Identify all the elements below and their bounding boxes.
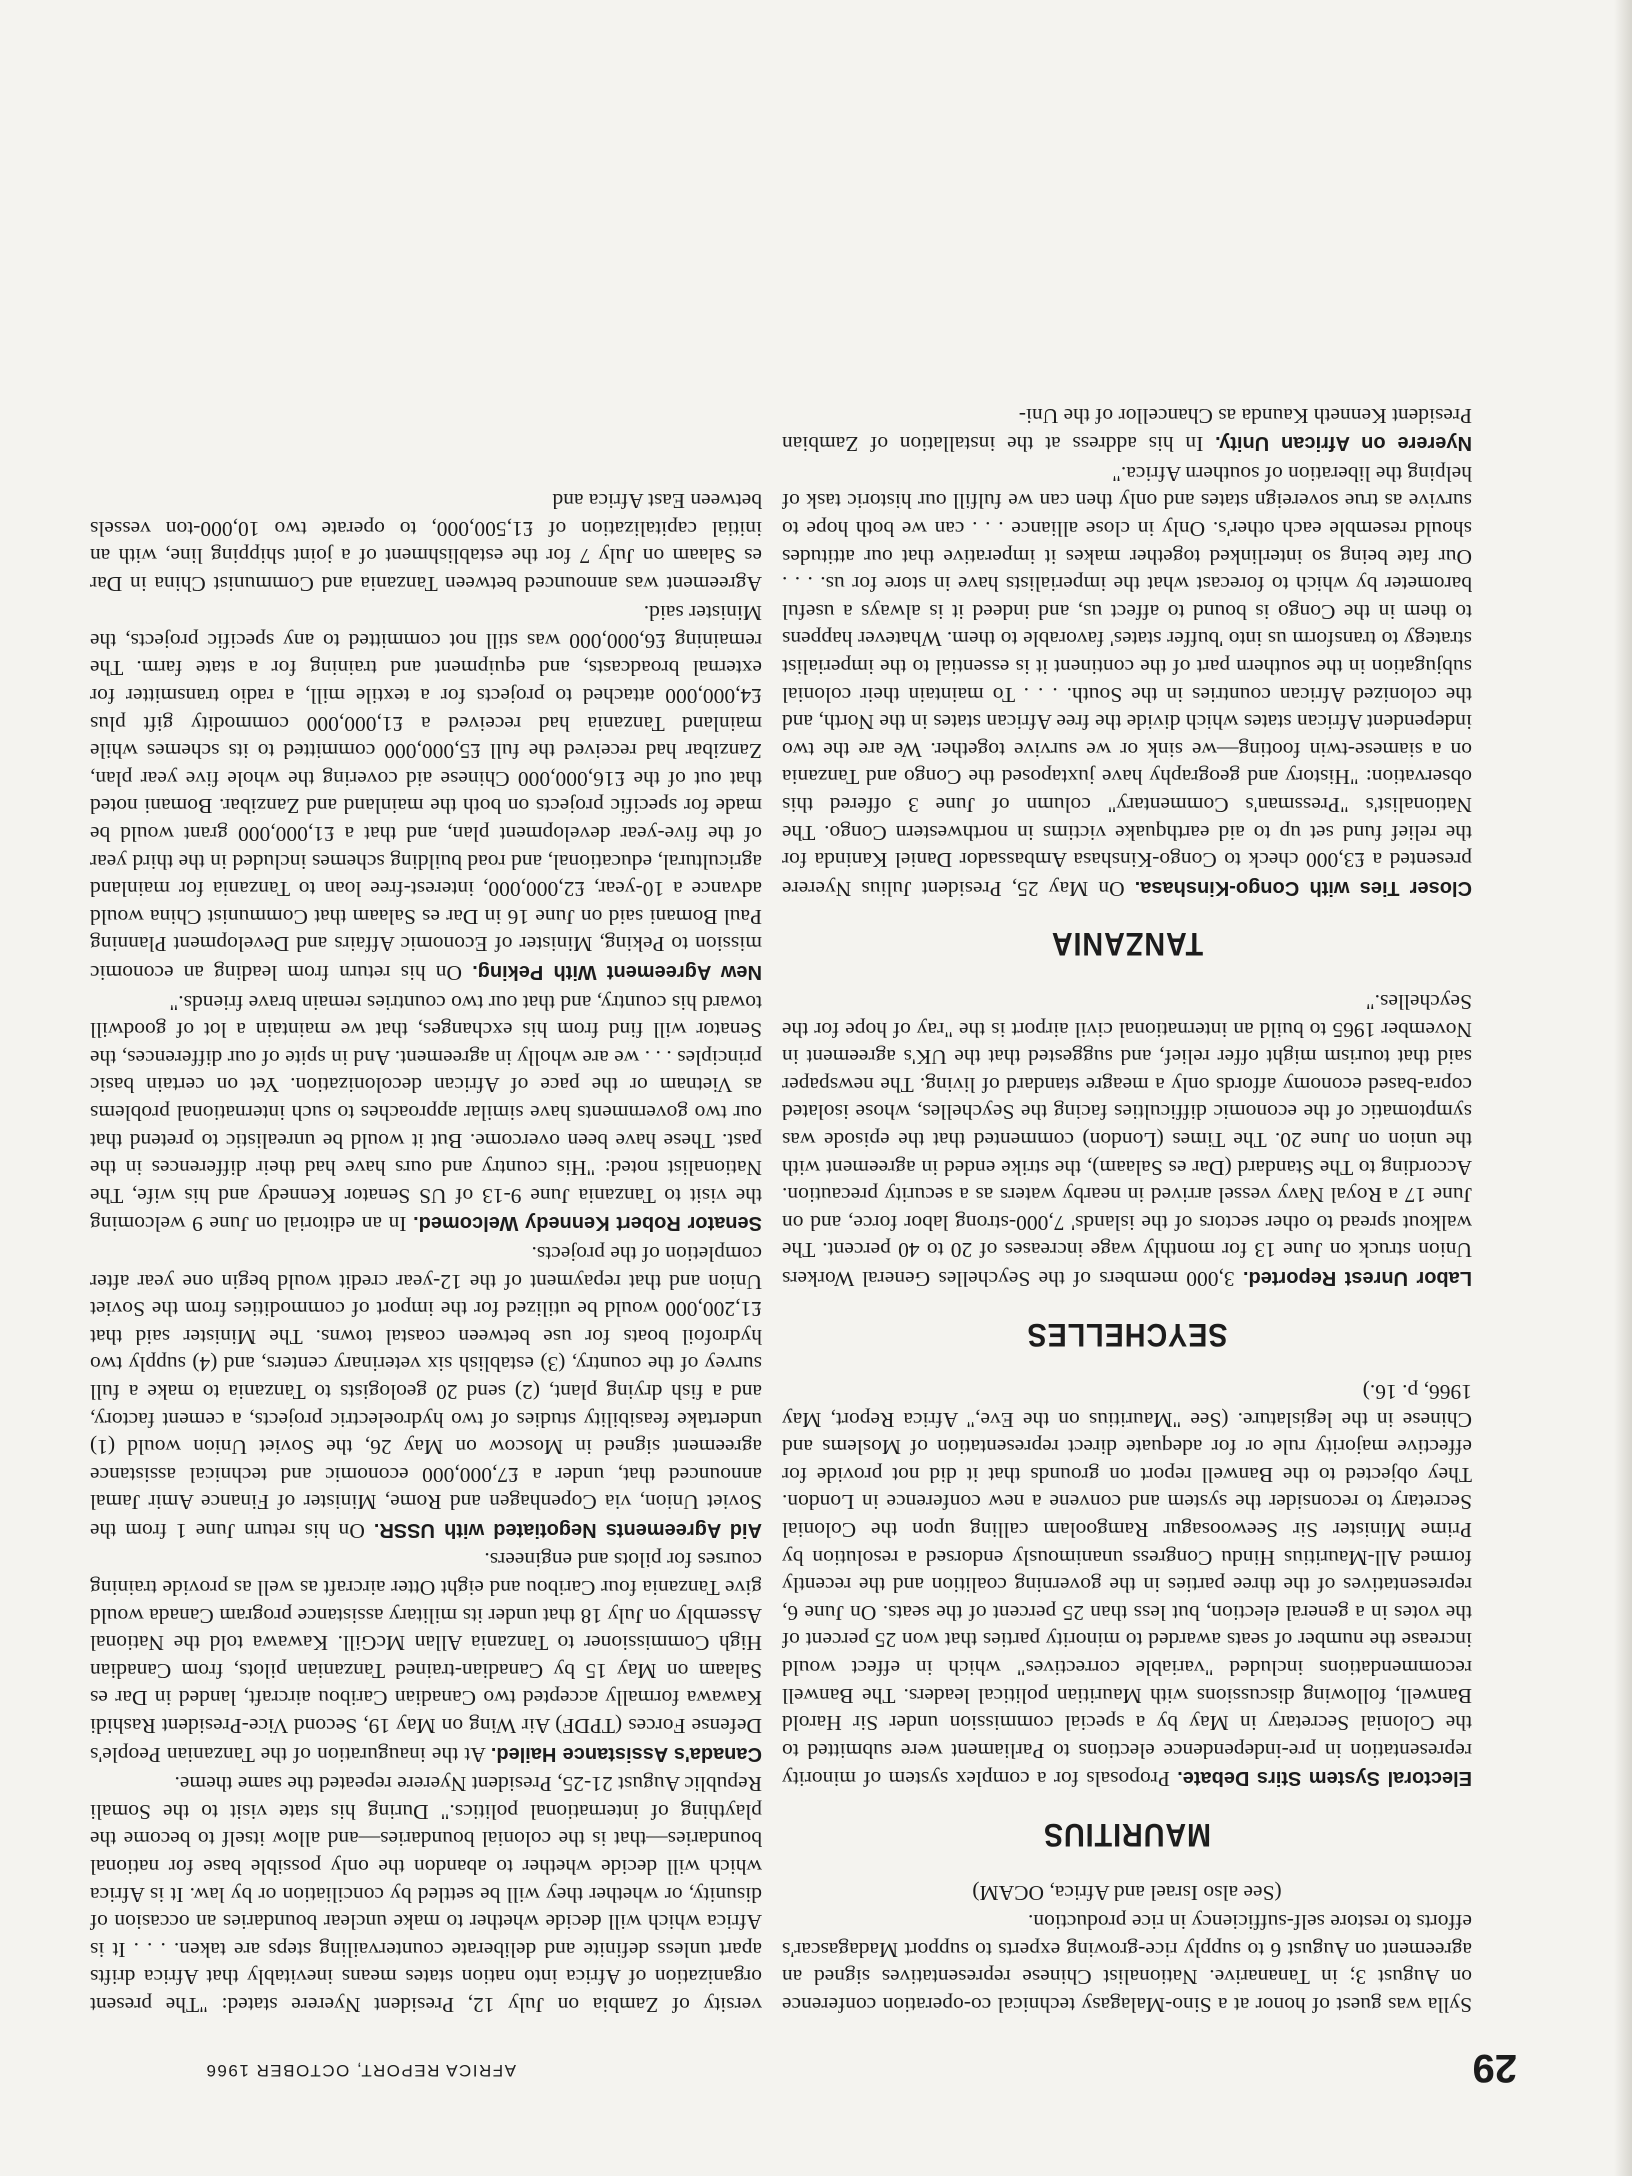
article-headline: Nyerere on African Unity. xyxy=(1215,432,1472,455)
see-also-note: (See also Israel and Africa, OCAM) xyxy=(972,1880,1282,1905)
article-body: On his return from leading an economic mission to Peking, Minister of Economic Affairs and Development Planning Paul Bomani said on June 16 in Dar es Salaam that Communist China would advance a 10-year, £2,000,000, interest-free loan to Tanzania for mainland agricultural, educational, and road building schemes included in the third year of the five-year development plan, and that a £1,000,000 grant would be made for specific projects on both the mainland and Zanzibar. Bomani noted that out of the £16,000,000 Chinese aid covering the whole five year plan, Zanzibar had received the full £5,000,000 committed to its schemes while mainland Tanzania had received a £1,000,000 commodity gift plus £4,000,000 attached to projects for a textile mill, a radio transmitter for external broadcasts, and equipment and training for a state farm. The remaining £6,000,000 was still not committed to any specific projects, the Minister said. xyxy=(89,601,762,986)
article-headline: Electoral System Stirs Debate. xyxy=(1177,1767,1472,1790)
article-body: On May 25, President Julius Nyerere presented a £3,000 check to Congo-Kinshasa Ambassador Daniel Kaninda for the relief fund set up to aid earthquake victims in northwestern Congo. The Nationalist's "Pressman's Commentary" column of June 3 offered this observation: "History and geography have juxtaposed the Congo and Tanzania on a siamese-twin footing—we sink or we survive together. We are the two independent African states which divide the free African states in the North, and the colonized African countries in the South. . . . To maintain their colonial subjugation in the southern part of the continent it is essential to the imperialist strategy to transform us into 'buffer states' favorable to them. Whatever happens to them in the Congo is bound to affect us, and indeed it is always a useful barometer by which to forecast what the imperialists have in store for us. . . . Our fate being so interlinked together makes it imperative that our attitudes should resemble each other's. Only in close alliance . . . can we both hope to survive as true sovereign states and only then can we fulfill our historic task of helping the liberation of southern Africa." xyxy=(782,461,1472,901)
article-labor-unrest xyxy=(782,987,1472,1292)
section-heading-mauritius: MAURITIUS xyxy=(1042,1817,1212,1854)
article-body: 3,000 members of the Seychelles General Workers Union struck on June 13 for monthly wage increases of 20 to 40 percent. The walkout spread to other sectors of the islands' 7,000-strong labor force, and on June 17 a Royal Navy vessel arrived in nearby waters as a security precaution. According to The Standard (Dar es Salaam), the strike ended in agreement with the union on June 20. The Times (London) commented that the episode was symptomatic of the economic difficulties facing the Seychelles, whose isolated copra-based economy affords only a meagre standard of living. The newspaper said that tourism might offer relief, and suggested that the UK's agreement in November 1965 to build an international civil airport is the "ray of hope for the Seychelles." xyxy=(781,990,1472,1291)
article-electoral-system xyxy=(782,1378,1472,1793)
article-headline: Labor Unrest Reported. xyxy=(1242,1266,1472,1289)
running-head: AFRICA REPORT, OCTOBER 1966 xyxy=(205,2061,517,2080)
madagascar-continuation: Sylla was guest of honor at a Sino-Malagasy technical co-operation conference on August 3; in Tananarive. Nationalist Chinese representatives signed an agreement on August 6 to supply rice-growing experts to support Madagascar's efforts to restore self-sufficiency in rice production. xyxy=(782,1910,1472,2017)
section-heading-seychelles: SEYCHELLES xyxy=(1026,1316,1228,1353)
article-body: In an editorial on June 9 welcoming the visit to Tanzania June 9-13 of US Senator Kennedy and his wife, The Nationalist noted: "His country and ours have had their differences in the past. These have been overcome. But it would be unrealistic to pretend that our two governments have similar approaches to such international problems as Vietnam or the pace of African decolonization. Yet on certain basic principles . . . we are wholly in agreement. And in spite of our differences, the Senator will find from his exchanges, that we maintain a lot of goodwill toward his country, and that our two countries remain brave friends." xyxy=(90,990,762,1237)
african-unity-continuation: versity of Zambia on July 12, President Nyerere stated: "The present organization of Africa into nation states means inevitably that Africa drifts apart unless definite and deliberate countervailing steps are taken. . . . It is Africa which will decide whether to make unclear boundaries an occasion of disunity, or whether they will be settled by conciliation or by law. It is Africa which will decide whether to abandon the only possible base for national boundaries—that is the colonial boundaries—and allow itself to become the plaything of international politics." During his state visit to the Somali Republic August 21-25, President Nyerere repeated the same theme. xyxy=(90,1772,762,2017)
page-header xyxy=(0,2026,1632,2176)
article-headline: Closer Ties with Congo-Kinshasa. xyxy=(1134,876,1472,899)
article-headline: New Agreement With Peking. xyxy=(472,961,762,984)
right-column xyxy=(90,486,762,2018)
article-body: In his address at the installation of Zambian President Kenneth Kaunda as Chancellor of the Uni- xyxy=(782,403,1472,457)
article-body: At the inauguration of the Tanzanian People's Defense Forces (TPDF) Air Wing on May 19, Second Vice-President Rashidi Kawawa formally accepted two Canadian Caribou aircraft, landed in Dar es Salaam on May 15 by Canadian-trained Tanzanian pilots, from Canadian High Commissioner to Tanzania Allan McGill. Kawawa told the National Assembly on July 18 that under its military assistance program Canada would give Tanzania four Caribou and eight Otter aircraft as well as provide training courses for pilots and engineers. xyxy=(90,1548,762,1767)
article-congo-ties xyxy=(782,459,1472,902)
binding-edge xyxy=(1614,0,1632,2176)
article-headline: Aid Agreements Negotiated with USSR. xyxy=(373,1518,762,1541)
article-canada-assistance xyxy=(90,1546,762,1768)
left-column xyxy=(782,401,1472,2018)
article-body: On his return June 1 from the Soviet Union, via Copenhagen and Rome, Minister of Finance Amir Jamal announced that, under a £7,000,000 economic and technical assistance agreement signed in Moscow on May 26, the Soviet Union would (1) undertake feasibility studies of two hydroelectric projects, a cement factory, and a fish drying plant, (2) send 20 geologists to Tanzania to make a full survey of the country, (3) establish six veterinary centers, and (4) supply two hydrofoil boats for use between coastal towns. The Minister said that £1,200,000 would be utilized for the import of commodities from the Soviet Union and that repayment of the 12-year credit would begin one year after completion of the projects. xyxy=(90,1241,762,1543)
article-african-unity xyxy=(782,401,1472,457)
section-heading-tanzania: TANZANIA xyxy=(1050,926,1204,963)
article-shipping-line: Agreement was announced between Tanzania and Communist China in Dar es Salaam on July 7 for the establishment of a joint shipping line, with an initial capitalization of £1,500,000, to operate two 10,000-ton vessels between East Africa and xyxy=(90,488,762,596)
article-peking-agreement xyxy=(90,599,762,986)
article-headline: Canada's Assistance Hailed. xyxy=(490,1742,762,1765)
article-kennedy-visit xyxy=(90,988,762,1237)
article-body: Proposals for a complex system of minority representation in pre-independence elections to Parliament were submitted to the Colonial Secretary in May by a special commission under Sir Harold Banwell, following discussions with Mauritian political leaders. The Banwell recommendations included "variable correctives" which in effect would increase the number of seats awarded to minority parties that won 25 percent of the votes in a general election, but less than 25 percent of the seats. On June 6, representatives of the three parties in the governing coalition and the recently formed All-Mauritius Hindu Congress unanimously endorsed a resolution by Prime Minister Sir Seewoosagur Ramgoolam calling upon the Colonial Secretary to reconsider the system and convene a new conference in London. They objected to the Banwell report on grounds that it did not provide for effective majority rule or for adequate direct representation of Moslems and Chinese in the legislature. (See "Mauritius on the Eve," Africa Report, May 1966, p. 16.) xyxy=(781,1380,1472,1792)
article-headline: Senator Robert Kennedy Welcomed. xyxy=(413,1212,762,1235)
article-ussr-aid xyxy=(90,1239,762,1544)
page-number: 29 xyxy=(1472,2046,1517,2090)
